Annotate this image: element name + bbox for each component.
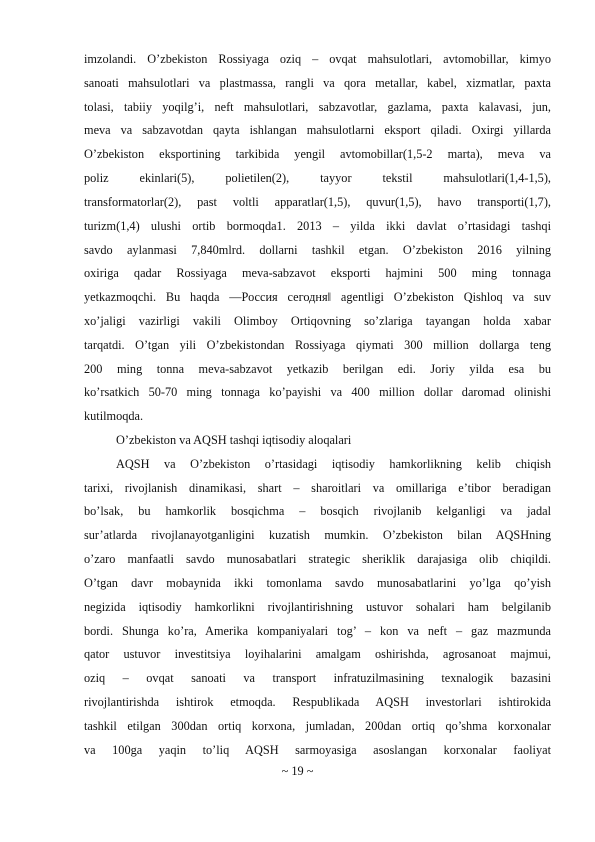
- text-line: poliz ekinlari(5), polietilen(2), tayyor tekstil mahsulotlari(1,4-1,5),: [84, 171, 551, 186]
- text-line: meva va sabzavotdan qayta ishlangan mahsulotlarni eksport qiladi. Oxirgi yillarda: [84, 123, 551, 138]
- text-line: rivojlantirishda ishtirok etmoqda. Respublikada AQSH investorlari ishtirokida: [84, 694, 551, 709]
- text-line: 200 ming tonna meva-sabzavot yetkazib berilgan edi. Joriy yilda esa bu: [84, 361, 551, 376]
- text-line: tarixi, rivojlanish dinamikasi, shart – sharoitlari va omillariga e’tibor beradigan: [84, 480, 551, 495]
- body-text: [84, 48, 551, 762]
- text-line: O’zbekiston eksportining tarkibida yengil avtomobillar(1,5-2 marta), meva va: [84, 147, 551, 162]
- text-line: bo’lsak, bu hamkorlik bosqichma – bosqich rivojlanib kelganligi va jadal: [84, 504, 551, 519]
- text-line: savdo aylanmasi 7,840mlrd. dollarni tashkil etgan. O’zbekiston 2016 yilning: [84, 242, 551, 257]
- text-line: yetkazmoqchi. Bu haqda ―Россия сегодня‖ agentligi O’zbekiston Qishloq va suv: [84, 290, 551, 305]
- text-line: transformatorlar(2), past voltli apparatlar(1,5), quvur(1,5), havo transporti(1,7),: [84, 194, 551, 209]
- text-line: tolasi, tabiiy yoqilg’i, neft mahsulotlari, sabzavotlar, gazlama, paxta kalavasi, jun,: [84, 99, 551, 114]
- text-line: turizm(1,4) ulushi ortib bormoqda1. 2013 – yilda ikki davlat o’rtasidagi tashqi: [84, 218, 551, 233]
- text-line: oziq – ovqat sanoati va transport infratuzilmasining texnalogik bazasini: [84, 671, 551, 686]
- text-line: ko’rsatkich 50-70 ming tonnaga ko’payishi va 400 million dollar daromad olinishi: [84, 385, 551, 400]
- section-heading: O’zbekiston va AQSH tashqi iqtisodiy aloqalari: [116, 433, 352, 447]
- text-line: tarqatdi. O’tgan yili O’zbekistondan Rossiyaga qiymati 300 million dollarga teng: [84, 337, 551, 352]
- text-line: oxiriga qadar Rossiyaga meva-sabzavot eksporti hajmini 500 ming tonnaga: [84, 266, 551, 281]
- paragraph-end-line: kutilmoqda.: [84, 409, 144, 424]
- paragraph-first-line: AQSH va O’zbekiston o’rtasidagi iqtisodiy hamkorlikning kelib chiqish: [116, 456, 551, 471]
- text-line: O’tgan davr mobaynida ikki tomonlama savdo munosabatlarini yo’lga qo’yish: [84, 575, 551, 590]
- page-number: ~ 19 ~: [281, 764, 314, 778]
- text-line: xo’jaligi vazirligi vakili Olimboy Ortiqovning so’zlariga tayangan holda xabar: [84, 313, 551, 328]
- text-line: o’zaro manfaatli savdo munosabatlari strategic sheriklik darajasiga olib chiqildi.: [84, 552, 551, 567]
- text-line: sanoati mahsulotlari va plastmassa, rangli va qora metallar, kabel, xizmatlar, paxta: [84, 75, 551, 90]
- text-line: va 100ga yaqin to’liq AQSH sarmoyasiga asoslangan korxonalar faoliyat: [84, 742, 551, 757]
- text-line: imzolandi. O’zbekiston Rossiyaga oziq – ovqat mahsulotlari, avtomobillar, kimyo: [84, 52, 551, 66]
- text-line: bordi. Shunga ko’ra, Amerika kompaniyalari tog’ – kon va neft – gaz mazmunda: [84, 623, 551, 638]
- text-line: sur’atlarda rivojlanayotganligini kuzatish mumkin. O’zbekiston bilan AQSHning: [84, 528, 551, 543]
- text-line: qator ustuvor investitsiya loyihalarini amalgam oshirishda, agrosanoat majmui,: [84, 647, 551, 662]
- text-line: negizida iqtisodiy hamkorlikni rivojlantirishning ustuvor sohalari ham belgilanib: [84, 599, 551, 614]
- text-line: tashkil etilgan 300dan ortiq korxona, jumladan, 200dan ortiq qo’shma korxonalar: [84, 718, 551, 733]
